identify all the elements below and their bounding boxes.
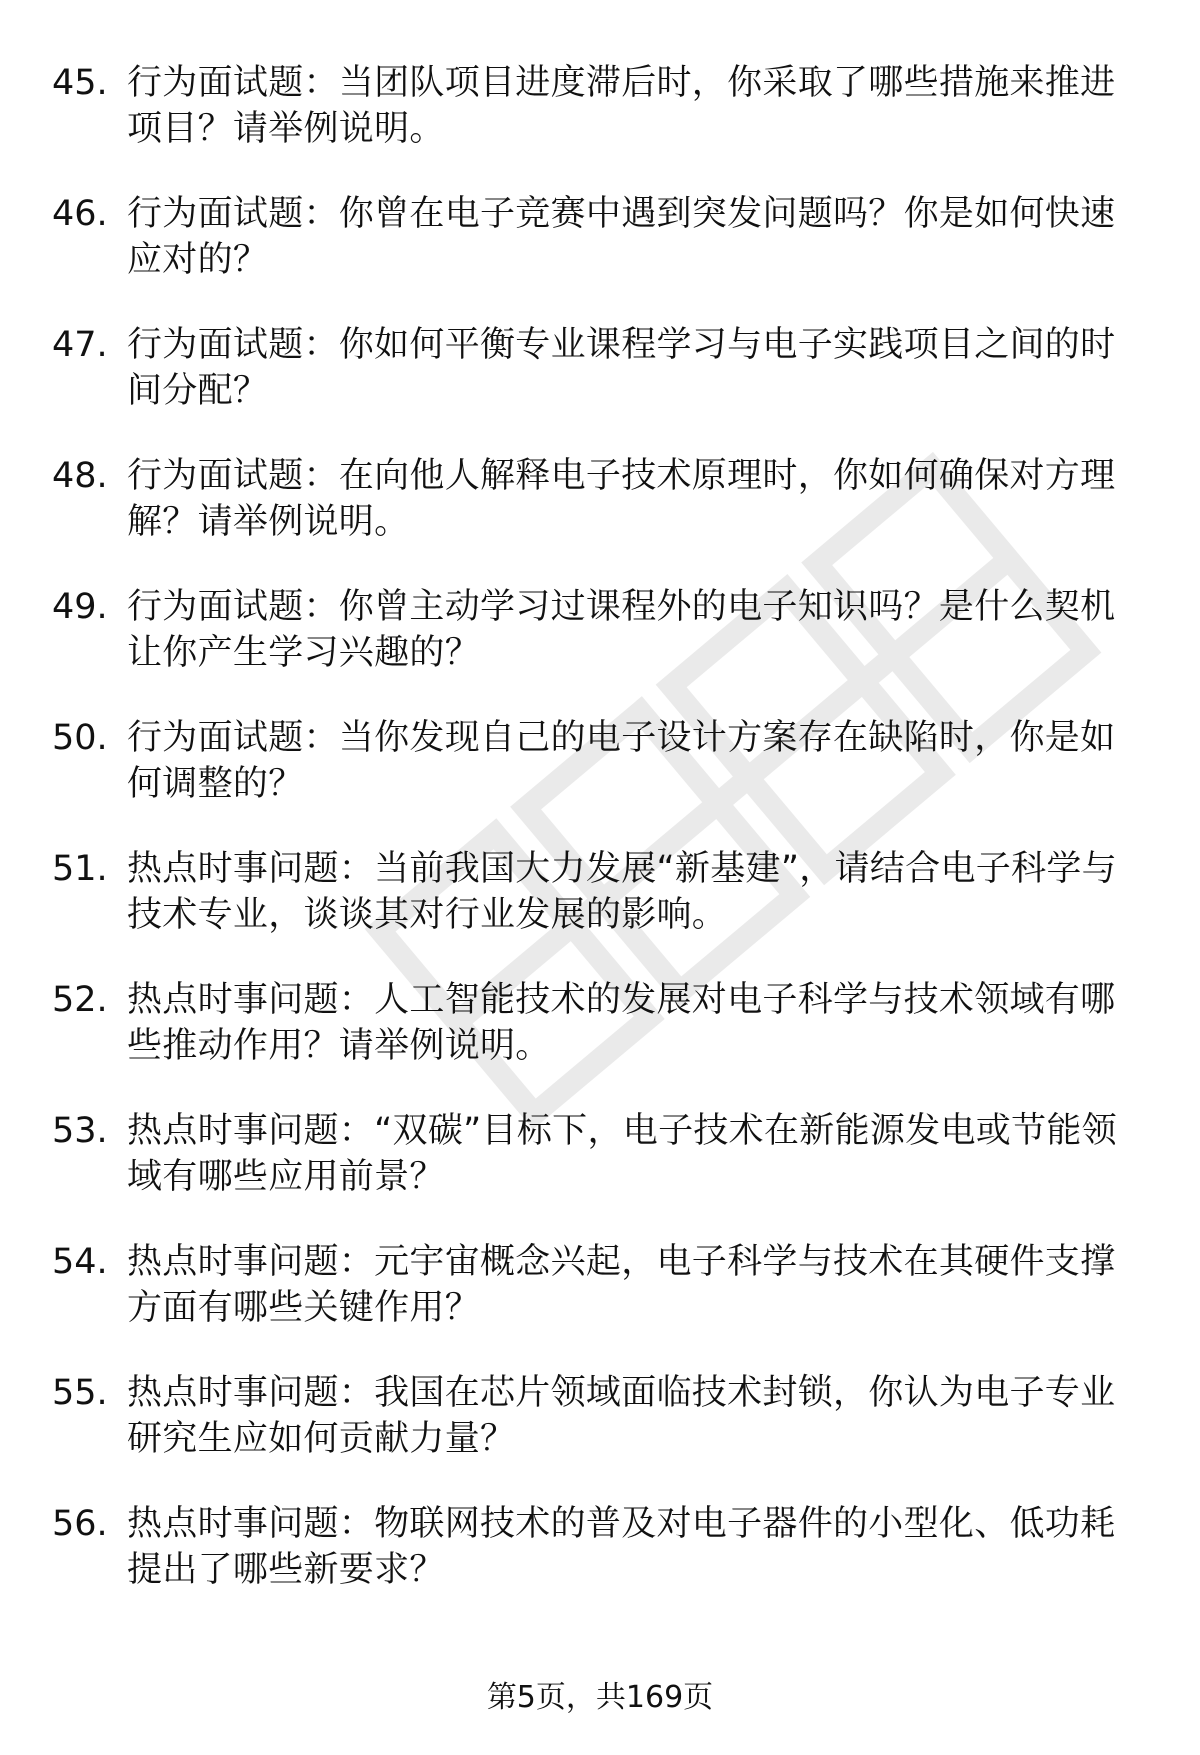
question-number: 56. xyxy=(52,1504,108,1544)
page-number-label: 第5页，共169页 xyxy=(486,1680,714,1715)
question-text: 热点时事问题：元宇宙概念兴起，电子科学与技术在其硬件支撑方面有哪些关键作用？ xyxy=(127,1242,1116,1328)
question-text: 行为面试题：在向他人解释电子技术原理时，你如何确保对方理解？请举例说明。 xyxy=(127,456,1116,542)
question-text: 热点时事问题：“双碳”目标下，电子技术在新能源发电或节能领域有哪些应用前景？ xyxy=(127,1111,1117,1197)
question-item xyxy=(0,191,1200,322)
question-number: 45. xyxy=(52,63,108,103)
question-text: 热点时事问题：我国在芯片领域面临技术封锁，你认为电子专业研究生应如何贡献力量？ xyxy=(127,1373,1116,1459)
question-item xyxy=(0,1108,1200,1239)
question-number: 53. xyxy=(52,1111,108,1151)
question-text: 热点时事问题：人工智能技术的发展对电子科学与技术领域有哪些推动作用？请举例说明。 xyxy=(127,980,1116,1066)
question-number: 46. xyxy=(52,194,108,234)
question-item xyxy=(0,60,1200,191)
question-number: 52. xyxy=(52,980,108,1020)
question-item xyxy=(0,715,1200,846)
question-text: 行为面试题：你曾在电子竞赛中遇到突发问题吗？你是如何快速应对的？ xyxy=(127,194,1116,280)
question-item xyxy=(0,1370,1200,1501)
page-footer xyxy=(0,1678,1200,1718)
question-number: 47. xyxy=(52,325,108,365)
question-item xyxy=(0,453,1200,584)
question-text: 热点时事问题：当前我国大力发展“新基建”，请结合电子科学与技术专业，谈谈其对行业发展的影响。 xyxy=(127,849,1117,935)
question-text: 热点时事问题：物联网技术的普及对电子器件的小型化、低功耗提出了哪些新要求？ xyxy=(127,1504,1116,1590)
question-item xyxy=(0,322,1200,453)
question-text: 行为面试题：你如何平衡专业课程学习与电子实践项目之间的时间分配？ xyxy=(127,325,1116,411)
question-number: 50. xyxy=(52,718,108,758)
question-item xyxy=(0,977,1200,1108)
question-number: 54. xyxy=(52,1242,108,1282)
question-item xyxy=(0,584,1200,715)
question-item xyxy=(0,1239,1200,1370)
question-item xyxy=(0,1501,1200,1632)
question-number: 49. xyxy=(52,587,108,627)
question-number: 51. xyxy=(52,849,108,889)
question-text: 行为面试题：当团队项目进度滞后时，你采取了哪些措施来推进项目？请举例说明。 xyxy=(127,63,1116,149)
question-text: 行为面试题：当你发现自己的电子设计方案存在缺陷时，你是如何调整的？ xyxy=(127,718,1116,804)
question-list xyxy=(0,60,1200,1632)
question-number: 48. xyxy=(52,456,108,496)
question-item xyxy=(0,846,1200,977)
question-number: 55. xyxy=(52,1373,108,1413)
question-text: 行为面试题：你曾主动学习过课程外的电子知识吗？是什么契机让你产生学习兴趣的？ xyxy=(127,587,1116,673)
